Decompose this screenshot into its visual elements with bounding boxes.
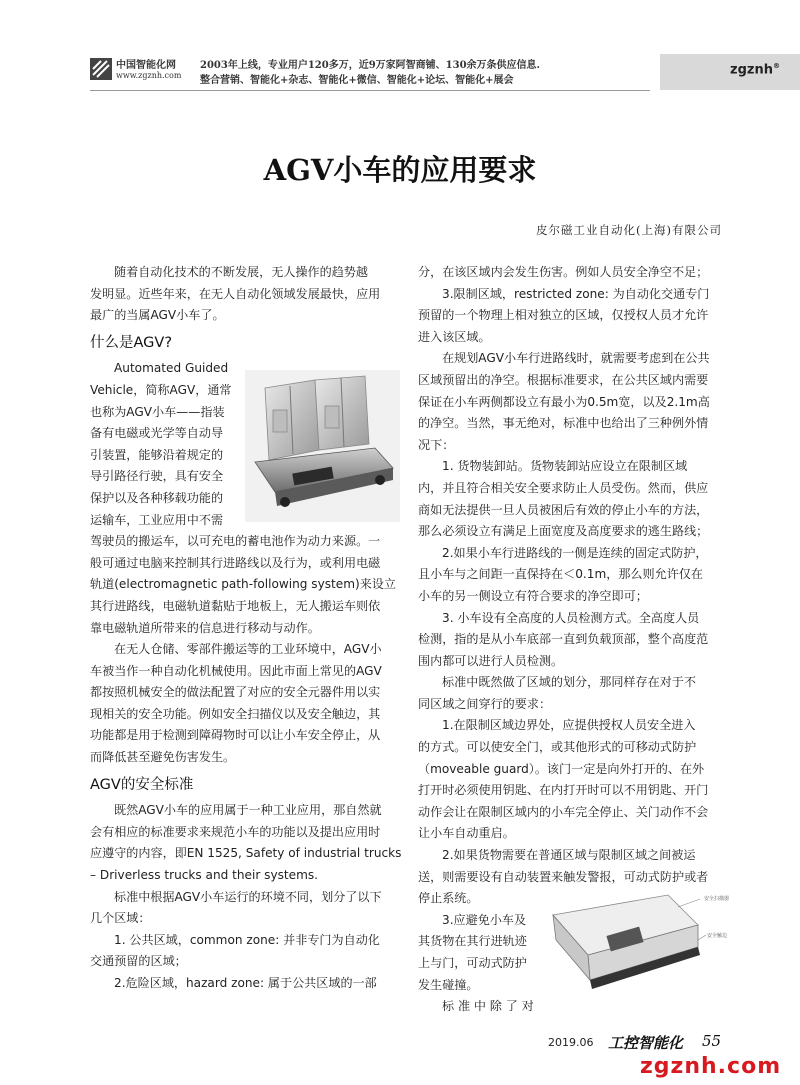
paragraph-line: 其行进路线，电磁轨道黏贴于地板上，无人搬运车则依 [90, 598, 381, 613]
paragraph-line: 随着自动化技术的不断发展，无人操作的趋势越 [114, 265, 368, 279]
paragraph-line: 应遵守的内容，即EN 1525, Safety of industrial trucks [90, 846, 402, 861]
brand-name: zgznh® [730, 62, 780, 78]
paragraph-line: 标 准 中 除 了 对 [442, 999, 534, 1014]
paragraph-line: 运输车，工业应用中不需 [90, 512, 224, 527]
paragraph-line: 上与门，可动式防护 [418, 956, 527, 970]
paragraph-line: 围内都可以进行人员检测。 [418, 653, 564, 668]
paragraph-line: 预留的一个物理上相对独立的区域，仅授权人员才允许 [418, 308, 709, 323]
paragraph-line: Vehicle，简称AGV，通常 [90, 382, 232, 397]
paragraph-line: 且小车与之间距一直保持在＜0.1m，那么则允许仅在 [418, 567, 703, 582]
paragraph-line: 3.应避免小车及 [442, 912, 527, 927]
paragraph-line: 送，则需要设有自动装置来触发警报，可动式防护或者 [418, 869, 709, 884]
paragraph-line: 1. 货物装卸站。货物装卸站应设立在限制区域 [442, 459, 688, 474]
paragraph-line: 也称为AGV小车——指装 [90, 404, 225, 419]
paragraph-line: 小车的另一侧设立有符合要求的净空即可； [418, 588, 648, 603]
footer-site[interactable]: zgznh.com [640, 1054, 782, 1079]
magazine-name: 工控智能化 [608, 1034, 684, 1052]
paragraph-line: 1.在限制区域边界处，应提供授权人员安全进入 [442, 718, 696, 733]
issue-date: 2019.06 [548, 1036, 594, 1049]
paragraph-line: 最广的当属AGV小车了。 [90, 308, 225, 323]
paragraph-line: 标准中根据AGV小车运行的环境不同，划分了以下 [114, 889, 382, 904]
paragraph-line: 轨道(electromagnetic path-following system)来设立 [90, 577, 397, 592]
header-tagline-2: 整合营销、智能化+杂志、智能化+微信、智能化+论坛、智能化+展会 [200, 75, 514, 86]
paragraph-line: 而降低甚至避免伤害发生。 [90, 750, 236, 765]
paragraph-line: 保护以及各种移载功能的 [90, 490, 224, 505]
paragraph-line: 般可通过电脑来控制其行进路线以及行为，或利用电磁 [90, 555, 381, 570]
paragraph-line: 2.如果小车行进路线的一侧是连续的固定式防护， [442, 545, 708, 560]
agv-vehicle-image [245, 370, 400, 522]
paragraph-line: 的方式。可以使安全门，或其他形式的可移动式防护 [418, 740, 697, 755]
logo-url[interactable]: www.zgznh.com [116, 71, 182, 80]
paragraph-line: 现相关的安全功能。例如安全扫描仪以及安全触边，其 [90, 706, 381, 721]
logo-icon [90, 58, 112, 80]
paragraph-line: 会有相应的标准要求来规范小车的功能以及提出应用时 [90, 824, 381, 839]
paragraph-line: 几个区域： [90, 911, 151, 926]
paragraph-line: 功能都是用于检测到障碍物时可以让小车安全停止，从 [90, 728, 381, 743]
paragraph-line: 发明显。近些年来，在无人自动化领域发展最快，应用 [90, 286, 381, 301]
paragraph-line: 的净空。当然，事无绝对，标准中也给出了三种例外情 [418, 416, 709, 431]
paragraph-line: 导引路径行驶，具有安全 [90, 469, 224, 484]
logo-name: 中国智能化网 [116, 60, 176, 71]
paragraph-line: 况下： [418, 437, 455, 452]
paragraph-line: 在无人仓储、零部件搬运等的工业环境中，AGV小 [114, 642, 382, 657]
article-title: AGV小车的应用要求 [263, 153, 537, 187]
paragraph-line: 发生碰撞。 [418, 977, 479, 992]
paragraph-line: 进入该区域。 [418, 329, 491, 344]
paragraph-line: 备有电磁或光学等自动导 [90, 426, 224, 441]
paragraph-line: 动作会让在限制区域内的小车完全停止、关门动作不会 [418, 804, 709, 819]
paragraph-line: 打开时必须使用钥匙、在内打开时可以不用钥匙、开门 [418, 783, 709, 798]
section-heading: 什么是AGV? [90, 334, 173, 351]
agv-label-scanner: 安全扫描器 [704, 896, 730, 902]
paragraph-line: 2.危险区域，hazard zone: 属于公共区域的一部 [114, 976, 377, 990]
header-divider [90, 90, 650, 91]
paragraph-line: 车被当作一种自动化机械使用。因此市面上常见的AGV [90, 663, 382, 678]
page-footer [0, 1032, 800, 1085]
paragraph-line: – Driverless trucks and their systems. [90, 868, 319, 883]
paragraph-line: 停止系统。 [418, 891, 479, 906]
paragraph-line: 2.如果货物需要在普通区域与限制区域之间被运 [442, 848, 696, 863]
paragraph-line: 分，在该区域内会发生伤害。例如人员安全净空不足； [418, 265, 709, 279]
agv-label-edge: 安全触边 [707, 933, 728, 939]
paragraph-line: 让小车自动重启。 [418, 826, 515, 841]
article-company: 皮尔磁工业自动化(上海)有限公司 [536, 223, 722, 237]
paragraph-line: 靠电磁轨道所带来的信息进行移动与动作。 [90, 620, 320, 635]
paragraph-line: 那么必须设立有满足上面宽度及高度要求的逃生路线； [418, 524, 709, 539]
paragraph-line: 在规划AGV小车行进路线时，就需要考虑到在公共 [442, 351, 710, 366]
paragraph-line: 商如无法提供一旦人员被困后有效的停止小车的方法， [418, 502, 709, 517]
paragraph-line: 区域预留出的净空。根据标准要求，在公共区域内需要 [418, 372, 709, 387]
paragraph-line: 1. 公共区域，common zone: 并非专门为自动化 [114, 932, 380, 947]
paragraph-line: 检测，指的是从小车底部一直到负载顶部，整个高度范 [418, 632, 709, 647]
paragraph-line: （moveable guard）。该门一定是向外打开的、在外 [418, 761, 705, 776]
paragraph-line: 保证在小车两侧都设立有最小为0.5m宽，以及2.1m高 [418, 394, 710, 409]
paragraph-line: 其货物在其行进轨迹 [418, 934, 527, 949]
header-tagline-1: 2003年上线，专业用户120多万，近9万家阿智商铺、130余万条供应信息. [200, 60, 541, 71]
paragraph-line: 3.限制区域，restricted zone: 为自动化交通专门 [442, 286, 710, 301]
paragraph-line: 驾驶员的搬运车，以可充电的蓄电池作为动力来源。一 [90, 534, 381, 549]
page-number: 55 [702, 1032, 722, 1050]
paragraph-line: 引装置，能够沿着规定的 [90, 447, 224, 462]
paragraph-line: Automated Guided [114, 361, 229, 376]
page-header [90, 54, 800, 94]
paragraph-line: 既然AGV小车的应用属于一种工业应用，那自然就 [114, 803, 382, 818]
brand-tab [660, 54, 800, 90]
paragraph-line: 标准中既然做了区域的划分，那同样存在对于不 [442, 675, 696, 690]
paragraph-line: 3. 小车设有全高度的人员检测方式。全高度人员 [442, 610, 700, 625]
paragraph-line: 同区域之间穿行的要求： [418, 696, 552, 711]
paragraph-line: 都按照机械安全的做法配置了对应的安全元器件用以实 [90, 685, 381, 700]
paragraph-line: 内，并且符合相关安全要求防止人员受伤。然而，供应 [418, 480, 709, 495]
section-heading: AGV的安全标准 [90, 776, 194, 793]
paragraph-line: 交通预留的区域； [90, 954, 187, 969]
